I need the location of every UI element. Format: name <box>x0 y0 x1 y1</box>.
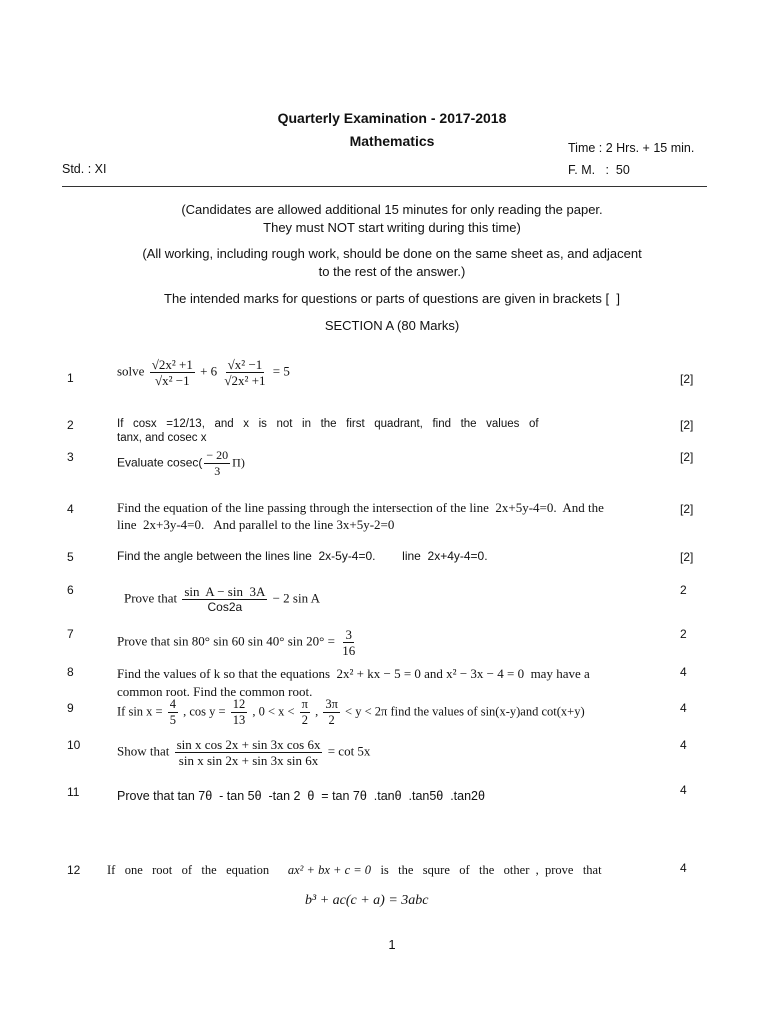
question-marks: [2] <box>680 372 694 386</box>
question-marks: 4 <box>680 861 687 875</box>
question-11: Prove that tan 7θ - tan 5θ -tan 2 θ = tan 7θ .tanθ .tan5θ .tan2θ <box>117 789 485 803</box>
instruction-line-5: The intended marks for questions or parts of questions are given in brackets [ ] <box>164 291 620 306</box>
question-number: 4 <box>67 502 74 516</box>
question-number: 6 <box>67 583 74 597</box>
question-number: 2 <box>67 418 74 432</box>
question-number: 8 <box>67 665 74 679</box>
question-number: 11 <box>67 785 80 799</box>
question-marks: 4 <box>680 665 687 679</box>
instruction-line-2: They must NOT start writing during this time) <box>263 220 521 235</box>
question-marks: [2] <box>680 450 694 464</box>
question-7: Prove that sin 80° sin 60 sin 40° sin 20° = $\frac{3}{16}$ <box>117 627 356 658</box>
fraction: $\frac{4}{5}$ <box>169 697 176 727</box>
question-marks: 4 <box>680 701 687 715</box>
question-2-line-1: If cosx =12/13, and x is not in the first quadrant, find the values of <box>117 418 539 430</box>
question-marks: 4 <box>680 738 687 752</box>
fraction: $\frac{\text{sin A − sin 3A}}{\text{Cos2a}}$ <box>184 584 266 614</box>
time-allowed: Time : 2 Hrs. + 15 min. <box>568 141 695 155</box>
page-number: 1 <box>388 937 396 952</box>
question-12-line-1: If one root of the equation ax² + bx + c = 0 is the squre of the other , prove that <box>107 863 602 877</box>
instruction-line-3: (All working, including rough work, should be done on the same sheet as, and adjacent <box>142 246 642 261</box>
question-5: Find the angle between the lines line 2x-5y-4=0. line 2x+4y-4=0. <box>117 549 488 563</box>
question-marks: [2] <box>680 502 694 516</box>
question-3: Evaluate cosec( $\frac{- 20}{3}$ Π) <box>117 448 245 478</box>
question-number: 7 <box>67 627 74 641</box>
question-marks: 4 <box>680 783 687 797</box>
fraction: $\frac{\pi}{2}$ <box>301 697 308 727</box>
fraction: $\frac{3}{16}$ <box>342 627 356 658</box>
fraction: $\frac{- 20}{3}$ <box>206 448 229 478</box>
fraction: $\frac{\text{sin x cos 2x + sin 3x cos 6x}}{\text{sin x sin 2x + sin 3x sin 6x}}$ <box>176 737 321 768</box>
question-12-line-2: b³ + ac(c + a) = 3abc <box>305 893 429 908</box>
subject-title: Mathematics <box>349 133 435 149</box>
question-number: 10 <box>67 738 81 752</box>
question-number: 9 <box>67 701 74 715</box>
question-marks: [2] <box>680 418 694 432</box>
question-8-line-1: Find the values of k so that the equations 2x² + kx − 5 = 0 and x² − 3x − 4 = 0 may have a <box>117 666 590 681</box>
question-4-line-2: line 2x+3y-4=0. And parallel to the line 3x+5y-2=0 <box>117 517 395 532</box>
question-2-line-2: tanx, and cosec x <box>117 432 207 444</box>
question-8-line-2: common root. Find the common root. <box>117 684 313 699</box>
instruction-line-4: to the rest of the answer.) <box>318 264 466 279</box>
fraction: $\frac{\text{√2x² +1}}{\text{√x² −1}}$ <box>151 357 193 388</box>
question-6: Prove that $\frac{\text{sin A − sin 3A}}{\text{Cos2a}}$ − 2 sin A <box>124 584 321 614</box>
question-1: solve $\frac{\text{√2x² +1}}{\text{√x² −1}}$ + 6 $\frac{\text{√x² −1}}{\text{√2x² +1}}$ = 5 <box>117 357 290 388</box>
question-4-line-1: Find the equation of the line passing through the intersection of the line 2x+5y-4=0. And the <box>117 500 604 515</box>
question-marks: 2 <box>680 583 687 597</box>
question-marks: [2] <box>680 550 694 564</box>
question-10: Show that $\frac{\text{sin x cos 2x + sin 3x cos 6x}}{\text{sin x sin 2x + sin 3x sin 6x}}$ = cot 5x <box>117 737 371 768</box>
question-number: 12 <box>67 863 81 877</box>
header-divider <box>62 186 707 187</box>
fraction: $\frac{12}{13}$ <box>232 697 246 727</box>
question-number: 3 <box>67 450 74 464</box>
fraction: $\frac{3\pi}{2}$ <box>325 697 338 727</box>
section-heading: SECTION A (80 Marks) <box>324 318 460 333</box>
fraction: $\frac{\text{√x² −1}}{\text{√2x² +1}}$ <box>224 357 266 388</box>
instruction-line-1: (Candidates are allowed additional 15 minutes for only reading the paper. <box>181 202 603 217</box>
question-marks: 2 <box>680 627 687 641</box>
question-9: If sin x = $\frac{4}{5}$ , cos y = $\frac{12}{13}$ , 0 < x < $\frac{\pi}{2}$ , $\frac{3\pi}{2}$ < y < 2π find the values of sin(x-y)and cot(x+y) <box>117 697 585 727</box>
exam-title: Quarterly Examination - 2017-2018 <box>277 110 507 126</box>
question-number: 5 <box>67 550 74 564</box>
standard: Std. : XI <box>62 162 107 176</box>
full-marks: F. M. : 50 <box>568 163 630 177</box>
question-number: 1 <box>67 371 74 385</box>
